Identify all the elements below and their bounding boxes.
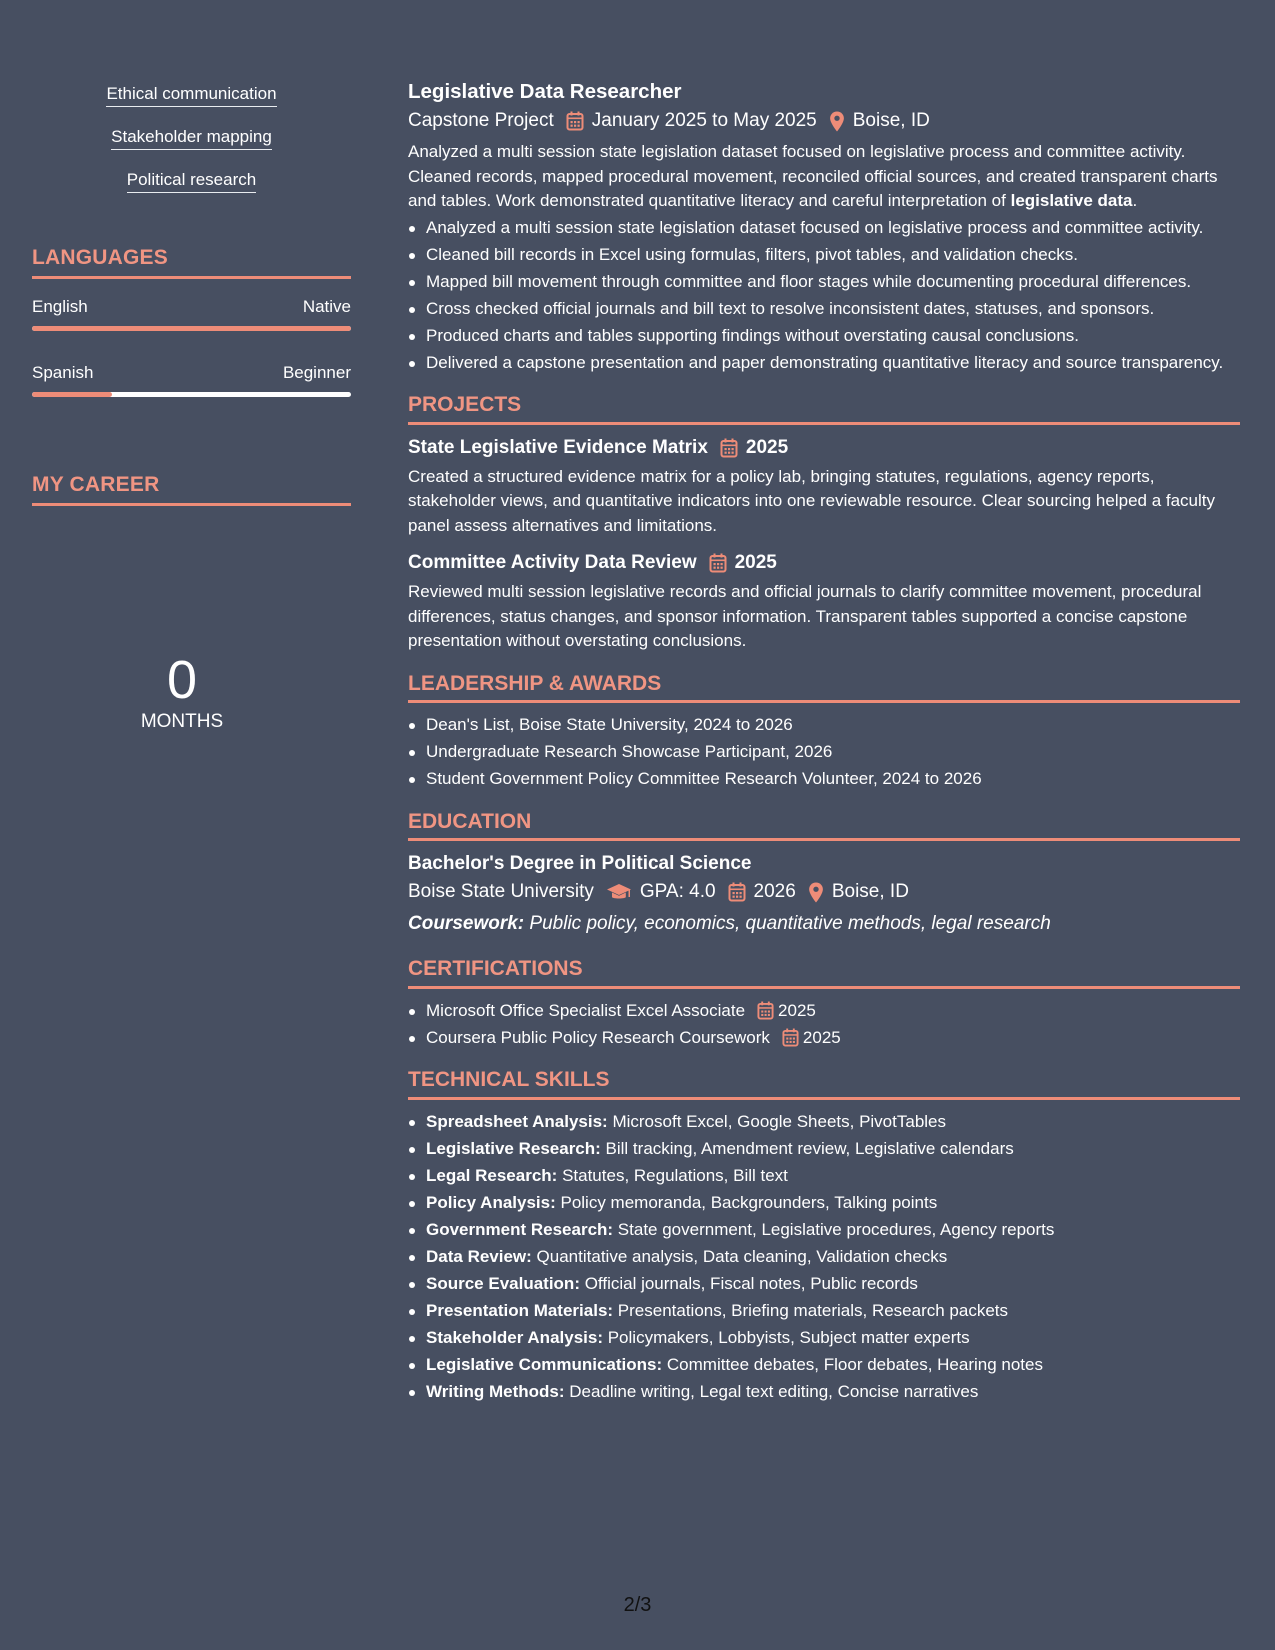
project-item — [408, 550, 1240, 654]
language-proficiency-bar — [32, 326, 351, 331]
job-meta — [408, 106, 1240, 136]
location-pin-icon — [829, 111, 845, 132]
technical-skills-list — [408, 1110, 1240, 1405]
list-item — [408, 1272, 1240, 1297]
language-level: Native — [302, 297, 351, 316]
degree-title: Bachelor's Degree in Political Science — [408, 853, 752, 874]
project-year: 2025 — [734, 552, 777, 573]
skill-label: Policy Analysis: — [426, 1192, 556, 1212]
project-year: 2025 — [745, 436, 789, 458]
list-item: Analyzed a multi session state legislation dataset focused on legislative process and committee activity. — [408, 216, 1240, 241]
career-heading: MY CAREER — [32, 473, 351, 506]
language-item — [32, 363, 351, 397]
skill-value: Statutes, Regulations, Bill text — [557, 1165, 788, 1185]
leadership-heading: LEADERSHIP & AWARDS — [408, 672, 1240, 704]
gpa: GPA: 4.0 — [639, 881, 716, 902]
list-item — [408, 1245, 1240, 1270]
certification-name: Microsoft Office Specialist Excel Associate — [426, 1000, 746, 1020]
graduation-year: 2026 — [753, 881, 796, 902]
skill-label: Legal Research: — [426, 1165, 558, 1185]
job-summary-emphasis: legislative data — [1010, 191, 1133, 210]
language-proficiency-fill — [32, 392, 112, 397]
list-item: Mapped bill movement through committee and floor stages while documenting procedural differences. — [408, 270, 1240, 295]
list-item: Undergraduate Research Showcase Participant, 2026 — [408, 740, 1240, 765]
skill-label: Legislative Research: — [426, 1138, 601, 1158]
list-item — [408, 999, 1240, 1024]
skill-value: Official journals, Fiscal notes, Public records — [579, 1273, 918, 1293]
education-meta — [408, 877, 1240, 907]
school-location: Boise, ID — [831, 881, 909, 902]
projects-heading: PROJECTS — [408, 393, 1240, 425]
skill-tag: Stakeholder mapping — [111, 127, 272, 150]
career-unit: MONTHS — [140, 711, 224, 732]
project-title: State Legislative Evidence Matrix — [408, 436, 708, 458]
job-summary-text: Analyzed a multi session state legislation dataset focused on legislative process and committee activity. Cleaned records, mapped procedural movement, reconciled official sources, and created transparent charts and tables. Work demonstrated quantitative literacy and careful interpretation of — [408, 142, 1218, 210]
calendar-icon — [757, 1001, 774, 1020]
projects-section — [408, 393, 1240, 654]
main-column — [408, 78, 1240, 1407]
skill-value: Presentations, Briefing materials, Research packets — [613, 1300, 1009, 1320]
job-title: Legislative Data Researcher — [408, 80, 682, 103]
job-dates: January 2025 to May 2025 — [591, 110, 817, 131]
education-section — [408, 810, 1240, 940]
language-name: English — [32, 297, 88, 316]
skill-label: Stakeholder Analysis: — [426, 1327, 603, 1347]
job-summary-end: . — [1132, 191, 1138, 210]
education-heading: EDUCATION — [408, 810, 1240, 842]
list-item — [408, 1353, 1240, 1378]
languages-heading: LANGUAGES — [32, 246, 351, 279]
page-number: 2/3 — [623, 1594, 652, 1616]
skill-tags — [32, 84, 351, 213]
skill-label: Spreadsheet Analysis: — [426, 1111, 608, 1131]
job-location: Boise, ID — [852, 110, 930, 131]
list-item: Cleaned bill records in Excel using formulas, filters, pivot tables, and validation checks. — [408, 243, 1240, 268]
language-proficiency-bar — [32, 392, 351, 397]
skill-label: Writing Methods: — [426, 1381, 565, 1401]
skill-label: Data Review: — [426, 1246, 532, 1266]
skill-label: Source Evaluation: — [426, 1273, 580, 1293]
leadership-section — [408, 672, 1240, 792]
leadership-list — [408, 713, 1240, 792]
job-organization: Capstone Project — [408, 110, 554, 131]
list-item: Produced charts and tables supporting findings without overstating causal conclusions. — [408, 324, 1240, 349]
skill-label: Legislative Communications: — [426, 1354, 663, 1374]
calendar-icon — [720, 438, 738, 458]
list-item: Student Government Policy Committee Research Volunteer, 2024 to 2026 — [408, 767, 1240, 792]
certification-year: 2025 — [778, 1000, 816, 1020]
calendar-icon — [728, 882, 746, 902]
list-item — [408, 1218, 1240, 1243]
list-item — [408, 1299, 1240, 1324]
certifications-list — [408, 999, 1240, 1051]
list-item: Delivered a capstone presentation and paper demonstrating quantitative literacy and source transparency. — [408, 351, 1240, 376]
job-bullets — [408, 216, 1240, 376]
skill-tag: Political research — [127, 170, 256, 193]
skill-value: Policy memoranda, Backgrounders, Talking points — [555, 1192, 938, 1212]
list-item — [408, 1191, 1240, 1216]
certifications-section — [408, 957, 1240, 1050]
skill-value: Microsoft Excel, Google Sheets, PivotTables — [607, 1111, 946, 1131]
skill-value: Policymakers, Lobbyists, Subject matter experts — [603, 1327, 970, 1347]
certification-name: Coursera Public Policy Research Coursework — [426, 1027, 770, 1047]
list-item: Dean's List, Boise State University, 2024 to 2026 — [408, 713, 1240, 738]
coursework — [408, 909, 1240, 939]
skill-value: Quantitative analysis, Data cleaning, Validation checks — [531, 1246, 948, 1266]
job-summary — [408, 140, 1240, 214]
skill-label: Government Research: — [426, 1219, 614, 1239]
list-item — [408, 1380, 1240, 1405]
project-description: Created a structured evidence matrix for a policy lab, bringing statutes, regulations, agency reports, stakeholder views, and quantitative indicators into one reviewable resource. Clear sourcing helped a faculty panel assess alternatives and limitations. — [408, 466, 1216, 535]
location-pin-icon — [808, 882, 824, 903]
language-name: Spanish — [32, 363, 94, 382]
skill-value: Deadline writing, Legal text editing, Concise narratives — [564, 1381, 979, 1401]
language-proficiency-fill — [32, 326, 351, 331]
language-level: Beginner — [282, 363, 351, 382]
language-item — [32, 297, 351, 331]
school-name: Boise State University — [408, 881, 594, 902]
experience-entry — [408, 78, 1240, 375]
calendar-icon — [709, 553, 727, 573]
list-item — [408, 1164, 1240, 1189]
list-item — [408, 1026, 1240, 1051]
career-counter — [32, 650, 332, 733]
skill-tag: Ethical communication — [106, 84, 276, 107]
project-title: Committee Activity Data Review — [408, 552, 697, 573]
list-item — [408, 1137, 1240, 1162]
skill-value: Committee debates, Floor debates, Hearing notes — [662, 1354, 1043, 1374]
list-item: Cross checked official journals and bill text to resolve inconsistent dates, statuses, and sponsors. — [408, 297, 1240, 322]
sidebar — [32, 84, 351, 732]
project-description: Reviewed multi session legislative records and official journals to clarify committee movement, procedural differences, status changes, and sponsor information. Transparent tables supported a concise capstone presentation without overstating conclusions. — [408, 582, 1202, 650]
graduation-cap-icon — [606, 883, 632, 901]
skill-value: State government, Legislative procedures, Agency reports — [613, 1219, 1055, 1239]
calendar-icon — [566, 111, 584, 131]
technical-skills-heading: TECHNICAL SKILLS — [408, 1068, 1240, 1100]
skill-value: Bill tracking, Amendment review, Legislative calendars — [600, 1138, 1014, 1158]
career-value: 0 — [166, 650, 198, 710]
list-item — [408, 1326, 1240, 1351]
technical-skills-section — [408, 1068, 1240, 1404]
certifications-heading: CERTIFICATIONS — [408, 957, 1240, 989]
list-item — [408, 1110, 1240, 1135]
skill-label: Presentation Materials: — [426, 1300, 614, 1320]
project-item — [408, 435, 1240, 539]
certification-year: 2025 — [802, 1027, 841, 1047]
calendar-icon — [782, 1028, 799, 1047]
coursework-label: Coursework: — [408, 913, 525, 934]
coursework-text: Public policy, economics, quantitative methods, legal research — [524, 913, 1051, 934]
